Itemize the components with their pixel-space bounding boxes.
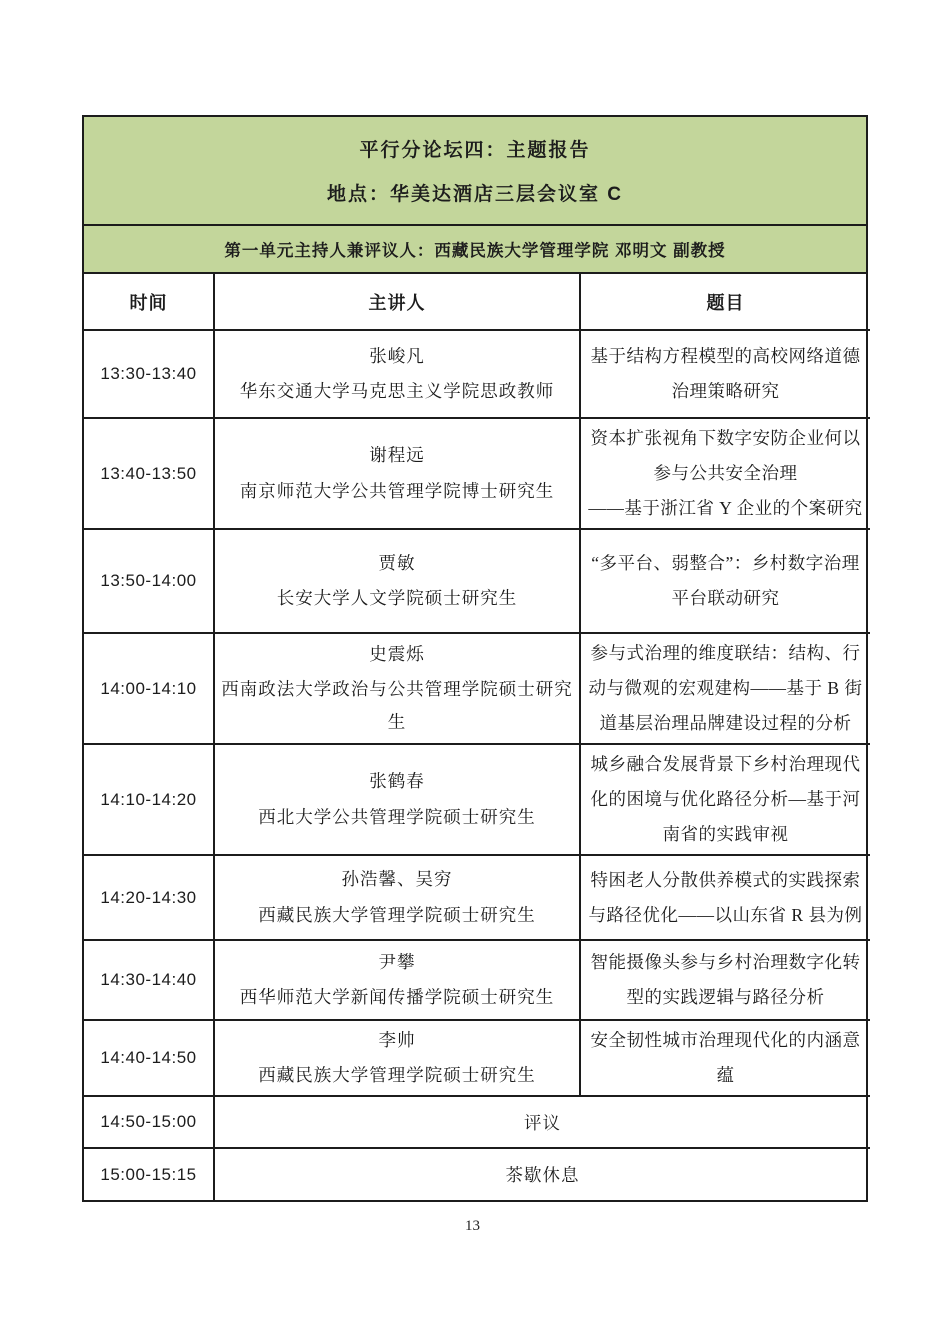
table-row [84, 744, 870, 855]
title-cell: “多平台、弱整合”：乡村数字治理平台联动研究 [580, 529, 870, 633]
review-label: 评议 [214, 1096, 870, 1148]
time-cell: 15:00-15:15 [84, 1148, 214, 1200]
table-row [84, 855, 870, 940]
time-cell: 14:10-14:20 [84, 744, 214, 855]
title-cell: 城乡融合发展背景下乡村治理现代化的困境与优化路径分析—基于河南省的实践审视 [580, 744, 870, 855]
speaker-affiliation: 西华师范大学新闻传播学院硕士研究生 [239, 987, 555, 1007]
header-row [84, 274, 870, 330]
speaker-name: 尹攀 [378, 951, 416, 972]
table-row [84, 633, 870, 744]
speaker-cell [214, 529, 580, 633]
speaker-name: 贾敏 [378, 552, 416, 573]
speaker-affiliation: 西藏民族大学管理学院硕士研究生 [258, 904, 536, 925]
time-cell: 14:30-14:40 [84, 940, 214, 1020]
forum-title: 平行分论坛四：主题报告 [359, 139, 591, 161]
page-number: 13 [465, 1218, 480, 1234]
speaker-cell [214, 744, 580, 855]
column-header-time: 时间 [84, 274, 214, 330]
time-cell: 14:40-14:50 [84, 1020, 214, 1096]
speaker-affiliation: 华东交通大学马克思主义学院思政教师 [239, 381, 555, 401]
speaker-name: 张峻凡 [369, 345, 425, 366]
speaker-name: 谢程远 [369, 445, 425, 466]
time-cell: 14:00-14:10 [84, 633, 214, 744]
forum-location: 地点：华美达酒店三层会议室 C [326, 184, 623, 206]
speaker-affiliation: 西南政法大学政治与公共管理学院硕士研究生 [221, 678, 573, 733]
forum-header [84, 117, 866, 226]
speaker-name: 孙浩馨、吴穷 [341, 869, 453, 890]
column-header-speaker: 主讲人 [214, 274, 580, 330]
title-cell: 特困老人分散供养模式的实践探索与路径优化——以山东省 R 县为例 [580, 855, 870, 940]
title-cell: 智能摄像头参与乡村治理数字化转型的实践逻辑与路径分析 [580, 940, 870, 1020]
speaker-name: 张鹤春 [369, 771, 425, 792]
time-cell: 14:50-15:00 [84, 1096, 214, 1148]
speaker-affiliation: 西北大学公共管理学院硕士研究生 [258, 806, 536, 827]
table-row-review [84, 1096, 870, 1148]
speaker-cell [214, 633, 580, 744]
title-cell: 基于结构方程模型的高校网络道德治理策略研究 [580, 330, 870, 418]
table-row-break [84, 1148, 870, 1200]
title-cell: 参与式治理的维度联结：结构、行动与微观的宏观建构——基于 B 街道基层治理品牌建设过程的分析 [580, 633, 870, 744]
speaker-affiliation: 西藏民族大学管理学院硕士研究生 [258, 1065, 536, 1085]
table-row [84, 330, 870, 418]
title-cell: 资本扩张视角下数字安防企业何以参与公共安全治理 ——基于浙江省 Y 企业的个案研究 [580, 418, 870, 529]
speaker-name: 史震烁 [369, 643, 425, 664]
speaker-cell [214, 940, 580, 1020]
table-row [84, 940, 870, 1020]
speaker-cell [214, 418, 580, 529]
speaker-cell [214, 855, 580, 940]
column-header-title: 题目 [580, 274, 870, 330]
speaker-affiliation: 南京师范大学公共管理学院博士研究生 [239, 480, 555, 501]
table-row [84, 418, 870, 529]
table-row [84, 529, 870, 633]
tea-break-label: 茶歇休息 [214, 1148, 870, 1200]
speaker-affiliation: 长安大学人文学院硕士研究生 [276, 588, 518, 608]
time-cell: 13:40-13:50 [84, 418, 214, 529]
speaker-name: 李帅 [378, 1029, 416, 1050]
title-cell: 安全韧性城市治理现代化的内涵意蕴 [580, 1020, 870, 1096]
forum-schedule-table [82, 115, 868, 1202]
schedule-grid [84, 274, 870, 1200]
time-cell: 13:50-14:00 [84, 529, 214, 633]
time-cell: 14:20-14:30 [84, 855, 214, 940]
table-row [84, 1020, 870, 1096]
speaker-cell [214, 330, 580, 418]
unit-header: 第一单元主持人兼评议人：西藏民族大学管理学院 邓明文 副教授 [84, 226, 866, 274]
speaker-cell [214, 1020, 580, 1096]
time-cell: 13:30-13:40 [84, 330, 214, 418]
